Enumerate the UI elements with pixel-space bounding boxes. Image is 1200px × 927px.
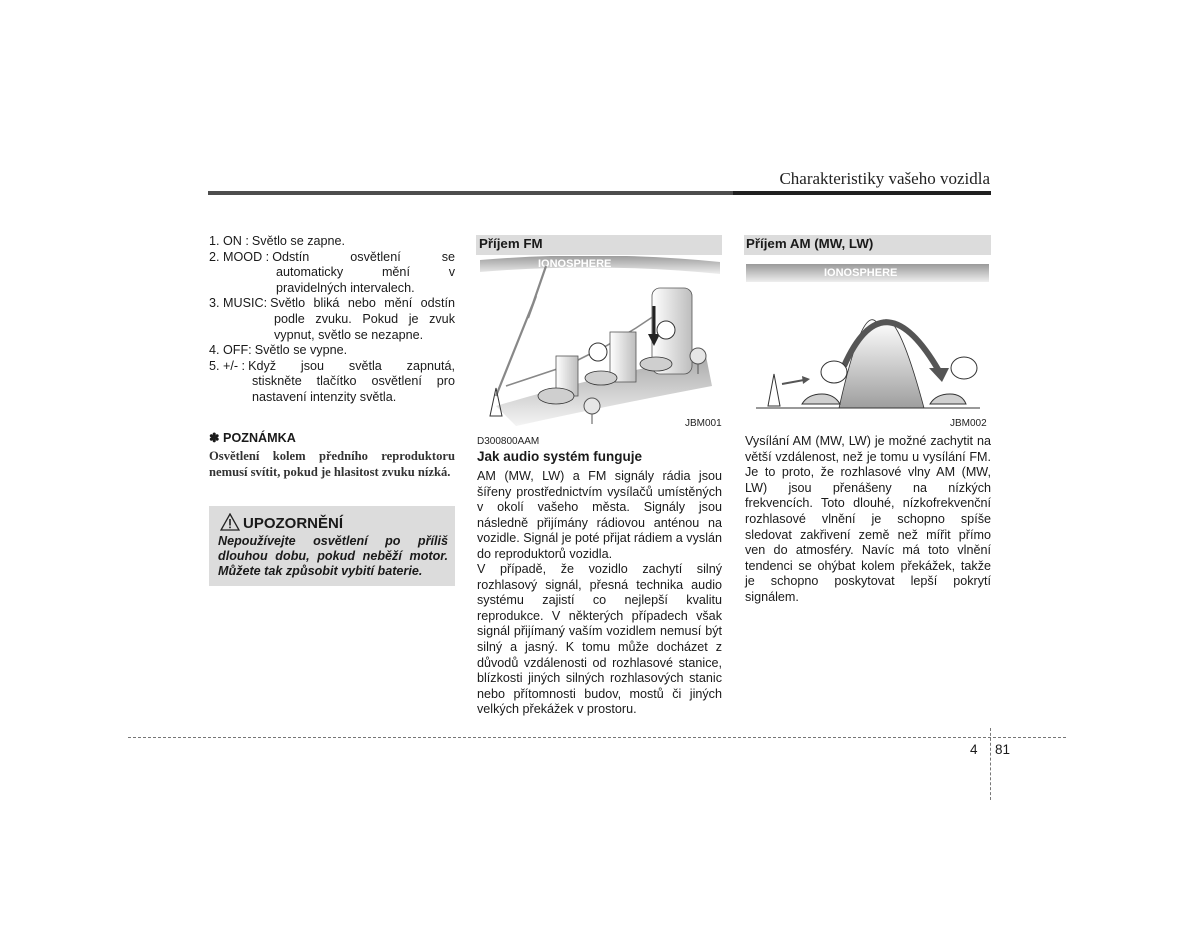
section-heading: Jak audio systém funguje	[477, 449, 643, 464]
am-figure-title: Příjem AM (MW, LW)	[746, 236, 874, 251]
note-heading: ✽ POZNÁMKA	[209, 431, 296, 445]
am-figure-code: JBM002	[950, 418, 987, 429]
fm-figure-title: Příjem FM	[479, 236, 543, 251]
page-number: 81	[995, 742, 1011, 757]
list-item: 3. MUSIC: Světlo bliká nebo mění odstín podle zvuku. Pokud je zvuk vypnut, světlo se nezapne.	[209, 296, 455, 342]
section-number: 4	[970, 742, 978, 757]
page-header-title: Charakteristiky vašeho vozidla	[779, 169, 990, 188]
paragraph-fm-signal: V případě, že vozidlo zachytí silný rozhlasový signál, přesná technika audio systému zajistí co nejlepší kvalitu reprodukce. V některých případech však signál přijímaný vaším vozidlem nemusí být silný a jasný. K tomu může docházet z důvodů vzdálenosti od rozhlasové stanice, blízkosti jiných silných rozhlasových stanic nebo přítomnosti budov, mostů či jiných velkých překážek v prostoru.	[477, 562, 722, 717]
list-item: 5. +/- : Když jsou světla zapnutá, stiskněte tlačítko osvětlení pro nastavení intenzity světla.	[209, 358, 455, 404]
header-rule-accent	[733, 191, 991, 195]
ionosphere-label: IONOSPHERE	[824, 267, 898, 279]
am-reception-illustration	[744, 256, 991, 416]
warning-body: Nepoužívejte osvětlení po příliš dlouhou dobu, pokud neběží motor. Můžete tak způsobit vybití baterie.	[218, 534, 448, 579]
section-reference: D300800AAM	[477, 436, 540, 447]
mode-list	[209, 234, 455, 406]
warning-triangle-icon	[220, 513, 240, 531]
warning-title: UPOZORNĚNÍ	[243, 515, 344, 532]
paragraph-how-it-works: AM (MW, LW) a FM signály rádia jsou šířeny prostřednictvím vysílačů umístěných v okolí vašeho města. Signály jsou následně přijímány rádiovou anténou na vozidle. Signál je poté přijat rádiem a vyslán do reproduktorů vozidla.	[477, 469, 723, 561]
list-item: 4. OFF: Světlo se vypne.	[209, 343, 348, 358]
list-item: 2. MOOD : Odstín osvětlení se automaticky mění v pravidelných intervalech.	[209, 249, 455, 295]
paragraph-am-signal: Vysílání AM (MW, LW) je možné zachytit na větší vzdálenost, než je tomu u vysílání FM. Je to proto, že rozhlasové vlny AM (MW, LW) jsou přenášeny na nízkých frekvencích. Toto dlouhé, nízkofrekvenční rozhlasové vlnění je schopno spíše sledovat zakřivení země než mířit přímo ven do atmosféry. Navíc má toto vlnění tendenci se ohýbat kolem překážek, takže je schopno poskytovat lepší pokrytí signálem.	[745, 434, 991, 604]
fm-reception-illustration	[476, 256, 722, 426]
ionosphere-label: IONOSPHERE	[538, 258, 612, 270]
list-item: 1. ON : Světlo se zapne.	[209, 234, 346, 248]
footer-vertical-divider	[990, 728, 991, 800]
fm-figure-code: JBM001	[685, 418, 722, 429]
note-body: Osvětlení kolem předního reproduktoru nemusí svítit, pokud je hlasitost zvuku nízká.	[209, 449, 455, 479]
footer-divider	[128, 737, 1066, 738]
